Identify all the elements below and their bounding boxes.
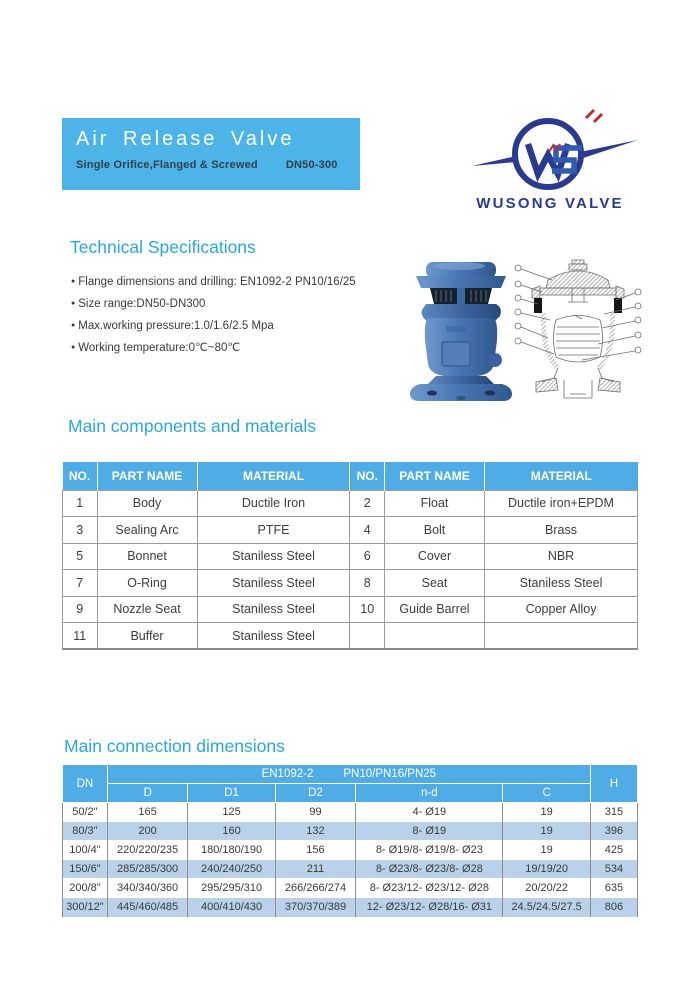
d1: 295/295/310 (188, 879, 275, 898)
part-name: Body (97, 490, 197, 517)
part-material: Ductile Iron (197, 490, 350, 517)
part-material: Staniless Steel (485, 570, 638, 597)
d: 445/460/485 (107, 898, 188, 917)
dn: 200/8" (63, 879, 108, 898)
col-material: MATERIAL (485, 462, 638, 490)
table-row (63, 822, 638, 841)
d2: 132 (275, 822, 356, 841)
bullet-icon: ● (71, 278, 76, 285)
table-row (63, 860, 638, 879)
part-no (350, 623, 385, 650)
d: 340/340/360 (107, 879, 188, 898)
valve-cap (416, 262, 506, 288)
part-material: NBR (485, 543, 638, 570)
part-material: Copper Alloy (485, 596, 638, 623)
table-row (63, 803, 638, 822)
part-no: 2 (350, 490, 385, 517)
spec-text: Size range:DN50-DN300 (78, 298, 206, 310)
drawing-float (554, 315, 603, 362)
part-name: Sealing Arc (97, 517, 197, 544)
part-material: PTFE (197, 517, 350, 544)
h: 315 (590, 803, 637, 822)
part-name: Cover (384, 543, 484, 570)
spec-item (71, 294, 356, 316)
part-name: Buffer (97, 623, 197, 650)
d2: 156 (275, 841, 356, 860)
dimensions-header-row (63, 765, 638, 784)
c: 19 (503, 841, 590, 860)
c: 24.5/24.5/27.5 (503, 898, 590, 917)
part-material: Staniless Steel (197, 623, 350, 650)
part-no: 5 (63, 543, 98, 570)
pressure-ratings: PN10/PN16/PN25 (343, 768, 437, 780)
d: 165 (107, 803, 188, 822)
product-title: Air Release Valve (76, 128, 295, 150)
components-heading: Main components and materials (68, 416, 317, 436)
part-name: Bolt (384, 517, 484, 544)
col-no: NO. (350, 462, 385, 490)
col-nd: n-d (356, 784, 503, 803)
part-name: Float (384, 490, 484, 517)
part-name: Bonnet (97, 543, 197, 570)
part-name: Nozzle Seat (97, 596, 197, 623)
n-d: 12- Ø23/12- Ø28/16- Ø31 (356, 898, 503, 917)
table-row (63, 841, 638, 860)
table-row (63, 623, 638, 650)
logo-wing-left (472, 156, 516, 166)
part-material: Ductile iron+EPDM (485, 490, 638, 517)
table-row (63, 898, 638, 917)
h: 635 (590, 879, 637, 898)
bullet-icon: ● (71, 344, 76, 351)
c: 19 (503, 803, 590, 822)
spec-text: Max.working pressure:1.0/1.6/2.5 Mpa (78, 320, 274, 332)
n-d: 8- Ø23/8- Ø23/8- Ø28 (356, 860, 503, 879)
dimensions-table (62, 764, 638, 917)
table-row (63, 490, 638, 517)
d1: 180/180/190 (188, 841, 275, 860)
drawing-seals (534, 298, 622, 313)
col-material: MATERIAL (197, 462, 350, 490)
table-row (63, 596, 638, 623)
part-material: Staniless Steel (197, 543, 350, 570)
logo-graphic (470, 104, 642, 218)
logo-wing-right (580, 140, 638, 159)
part-no: 3 (63, 517, 98, 544)
table-row (63, 570, 638, 597)
drawing-base (536, 368, 620, 398)
h: 396 (590, 822, 637, 841)
d2: 370/370/389 (275, 898, 356, 917)
part-name (384, 623, 484, 650)
col-part-name: PART NAME (384, 462, 484, 490)
part-name: Guide Barrel (384, 596, 484, 623)
part-material: Staniless Steel (197, 596, 350, 623)
logo-brand-text: WUSONG VALVE (476, 195, 624, 212)
bullet-icon: ● (71, 300, 76, 307)
d2: 211 (275, 860, 356, 879)
spec-text: Flange dimensions and drilling: EN1092-2 PN10/16/25 (78, 276, 356, 288)
dn: 80/3" (63, 822, 108, 841)
spec-item (71, 338, 356, 360)
d: 200 (107, 822, 188, 841)
company-logo (470, 104, 642, 218)
part-no: 9 (63, 596, 98, 623)
col-no: NO. (63, 462, 98, 490)
air-release-valve-photo (402, 256, 520, 402)
part-material (485, 623, 638, 650)
bullet-icon: ● (71, 322, 76, 329)
spec-item (71, 272, 356, 294)
part-material: Staniless Steel (197, 570, 350, 597)
dn: 300/12" (63, 898, 108, 917)
part-no: 10 (350, 596, 385, 623)
h: 425 (590, 841, 637, 860)
spec-item (71, 316, 356, 338)
components-header-row (63, 462, 638, 490)
valve-screen (430, 288, 492, 304)
dimensions-subheader-row (63, 784, 638, 803)
product-subtitle: Single Orifice,Flanged & Screwed (76, 159, 258, 171)
col-h: H (590, 765, 637, 803)
col-d1: D1 (188, 784, 275, 803)
part-no: 6 (350, 543, 385, 570)
product-size-range: DN50-300 (285, 159, 338, 171)
table-row (63, 543, 638, 570)
dimensions-heading: Main connection dimensions (64, 736, 285, 756)
table-row (63, 879, 638, 898)
d1: 400/410/430 (188, 898, 275, 917)
part-name: Seat (384, 570, 484, 597)
dn: 100/4" (63, 841, 108, 860)
d1: 240/240/250 (188, 860, 275, 879)
h: 806 (590, 898, 637, 917)
n-d: 8- Ø19 (356, 822, 503, 841)
col-standard-group (107, 765, 590, 784)
col-part-name: PART NAME (97, 462, 197, 490)
c: 19 (503, 822, 590, 841)
standard-name: EN1092-2 (261, 768, 314, 780)
col-dn: DN (63, 765, 108, 803)
d2: 266/266/274 (275, 879, 356, 898)
col-d2: D2 (275, 784, 356, 803)
d: 285/285/300 (107, 860, 188, 879)
part-no: 7 (63, 570, 98, 597)
drawing-cap (532, 260, 624, 302)
header-banner (62, 118, 360, 190)
c: 19/19/20 (503, 860, 590, 879)
col-d: D (107, 784, 188, 803)
valve-section-drawing (512, 256, 644, 404)
d1: 160 (188, 822, 275, 841)
h: 534 (590, 860, 637, 879)
part-name: O-Ring (97, 570, 197, 597)
n-d: 8- Ø19/8- Ø19/8- Ø23 (356, 841, 503, 860)
tech-specs-heading: Technical Specifications (70, 237, 256, 257)
part-no: 4 (350, 517, 385, 544)
logo-red-dashes (586, 110, 602, 122)
part-no: 8 (350, 570, 385, 597)
part-no: 11 (63, 623, 98, 650)
d2: 99 (275, 803, 356, 822)
d: 220/220/235 (107, 841, 188, 860)
spec-text: Working temperature:0℃~80℃ (78, 342, 241, 354)
dn: 50/2" (63, 803, 108, 822)
col-c: C (503, 784, 590, 803)
n-d: 4- Ø19 (356, 803, 503, 822)
n-d: 8- Ø23/12- Ø23/12- Ø28 (356, 879, 503, 898)
tech-specs-list (71, 272, 356, 360)
c: 20/20/22 (503, 879, 590, 898)
valve-body (425, 318, 502, 376)
part-material: Brass (485, 517, 638, 544)
components-table (62, 462, 638, 650)
dn: 150/6" (63, 860, 108, 879)
valve-base-flange (410, 376, 512, 401)
part-no: 1 (63, 490, 98, 517)
table-row (63, 517, 638, 544)
d1: 125 (188, 803, 275, 822)
